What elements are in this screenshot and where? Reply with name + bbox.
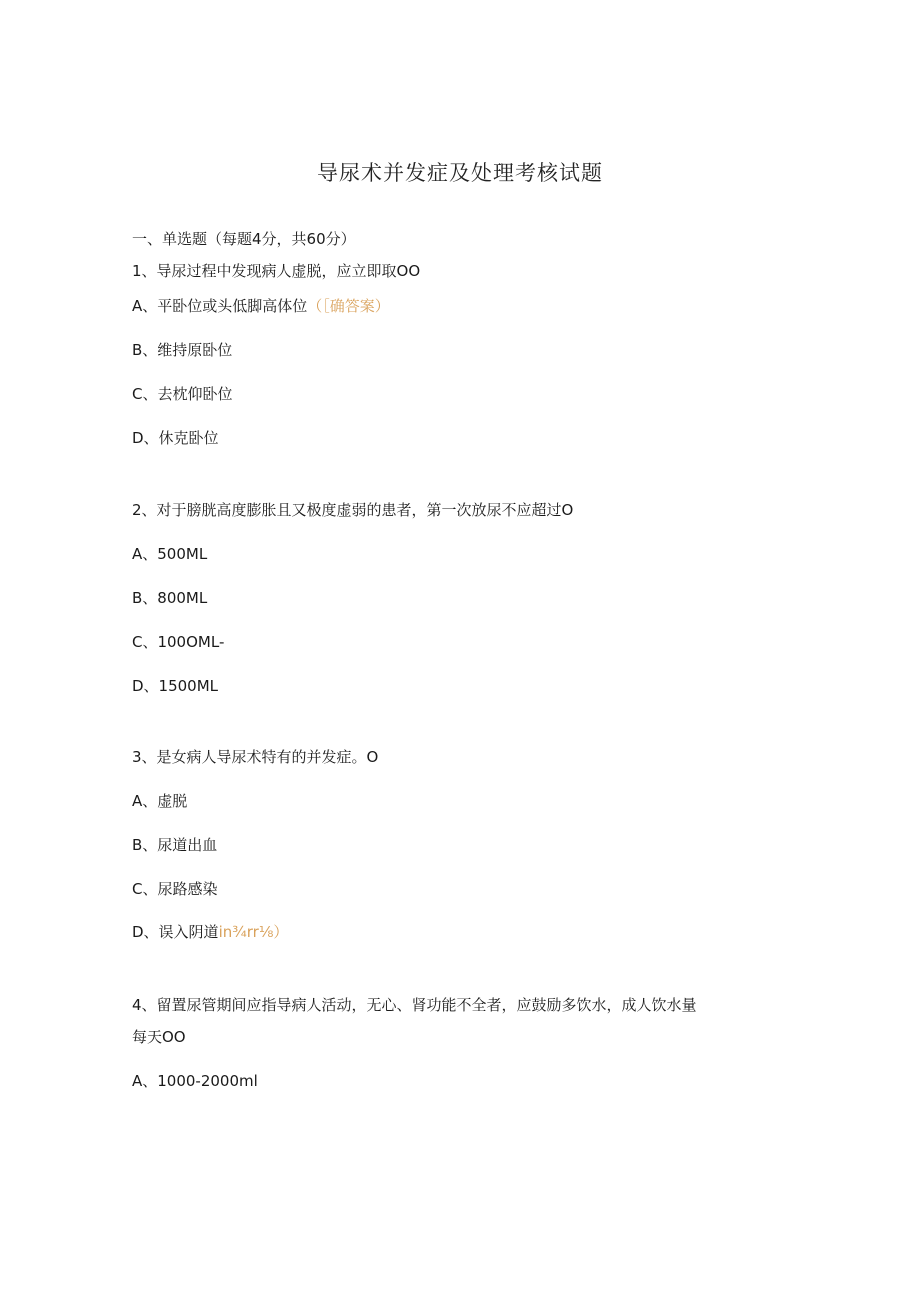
page-title: 导尿术并发症及处理考核试题	[317, 161, 603, 185]
question-3-option-d	[132, 922, 288, 942]
option-text: A、平卧位或头低脚高体位	[132, 297, 308, 315]
question-4-option-a: A、1000-2000ml	[132, 1072, 258, 1090]
question-1-option-c: C、去枕仰卧位	[132, 385, 233, 403]
question-4-stem-continued: 每天OO	[132, 1028, 186, 1046]
question-1-option-b: B、维持原卧位	[132, 341, 233, 359]
option-text: D、误入阴道	[132, 923, 219, 941]
question-1-option-d: D、休克卧位	[132, 429, 219, 447]
answer-mark: in¾rr⅛）	[218, 923, 289, 941]
question-2-option-a: A、500ML	[132, 545, 208, 563]
question-1-stem: 1、导尿过程中发现病人虚脱，应立即取OO	[132, 262, 421, 280]
section-heading: 一、单选题（每题4分，共60分）	[132, 230, 356, 248]
question-3-option-c: C、尿路感染	[132, 880, 218, 898]
question-2-option-b: B、800ML	[132, 589, 208, 607]
question-2-option-c: C、100OML-	[132, 633, 225, 651]
question-4-stem: 4、留置尿管期间应指导病人活动，无心、肾功能不全者，应鼓励多饮水，成人饮水量	[132, 996, 697, 1014]
answer-mark: （［确答案）	[307, 297, 390, 315]
question-2-option-d: D、1500ML	[132, 677, 219, 695]
question-1-option-a	[132, 296, 390, 316]
question-3-option-b: B、尿道出血	[132, 836, 218, 854]
question-3-stem: 3、是女病人导尿术特有的并发症。O	[132, 748, 379, 766]
question-3-option-a: A、虚脱	[132, 792, 188, 810]
question-2-stem: 2、对于膀胱高度膨胀且又极度虚弱的患者，第一次放尿不应超过O	[132, 501, 574, 519]
